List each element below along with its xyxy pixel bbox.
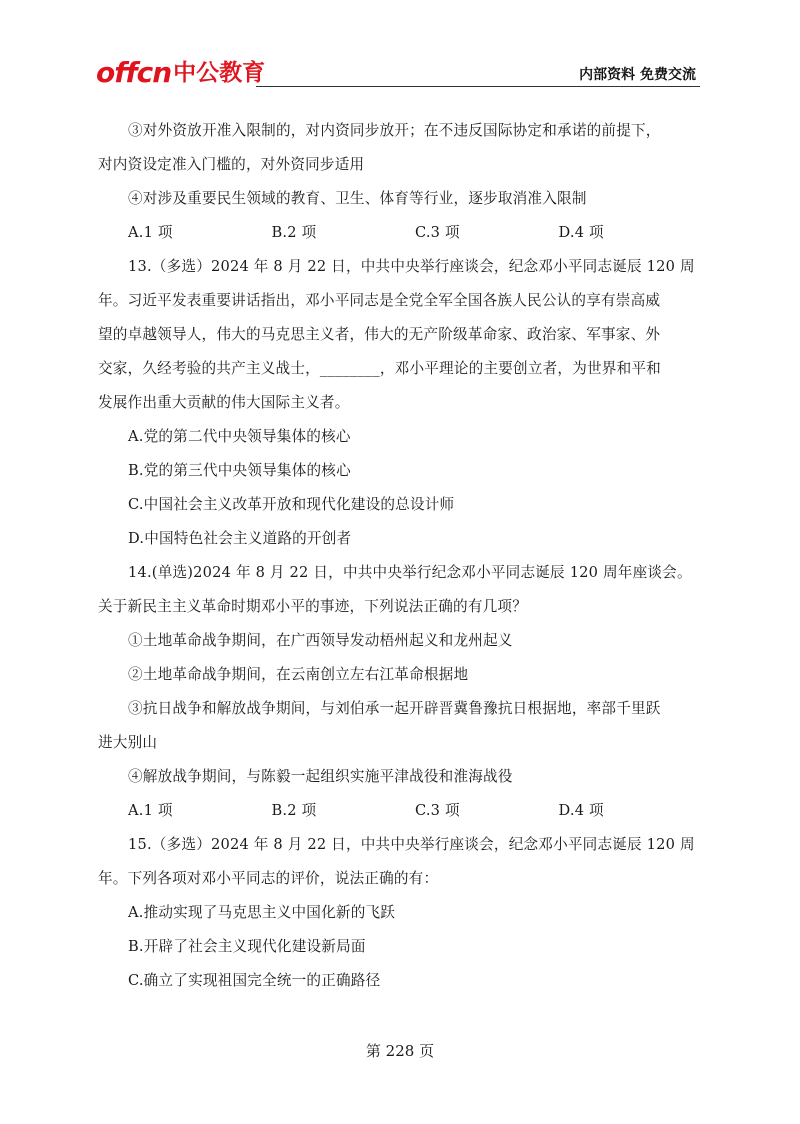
text-line: ②土地革命战争期间，在云南创立左右江革命根据地 bbox=[128, 666, 469, 683]
answer-option: D.4 项 bbox=[558, 224, 604, 241]
text-line: 对内资设定准入门槛的，对外资同步适用 bbox=[98, 156, 365, 173]
logo-chinese-text: 中公教育 bbox=[173, 60, 266, 86]
text-line: C.确立了实现祖国完全统一的正确路径 bbox=[128, 972, 381, 989]
text-line: 进大别山 bbox=[98, 734, 158, 751]
header-rule bbox=[256, 86, 700, 87]
page-number: 第 228 页 bbox=[365, 1042, 435, 1060]
page-header bbox=[96, 56, 700, 90]
text-line: B.党的第三代中央领导集体的核心 bbox=[128, 462, 351, 479]
answer-option: A.1 项 bbox=[128, 802, 173, 819]
text-line: 交家，久经考验的共产主义战士，________，邓小平理论的主要创立者，为世界和平和 bbox=[98, 360, 661, 377]
text-line: 13.（多选）2024 年 8 月 22 日，中共中央举行座谈会，纪念邓小平同志诞辰 120 周 bbox=[128, 258, 695, 275]
answer-option: C.3 项 bbox=[415, 802, 460, 819]
text-line: 15.（多选）2024 年 8 月 22 日，中共中央举行座谈会，纪念邓小平同志诞辰 120 周 bbox=[128, 836, 695, 853]
text-line: A.党的第二代中央领导集体的核心 bbox=[128, 428, 351, 445]
answer-options-row bbox=[98, 216, 702, 250]
offcn-logo bbox=[96, 56, 265, 88]
text-line: D.中国特色社会主义道路的开创者 bbox=[128, 530, 352, 547]
text-line: ④对涉及重要民生领域的教育、卫生、体育等行业，逐步取消准入限制 bbox=[128, 190, 587, 207]
answer-option: B.2 项 bbox=[271, 224, 317, 241]
document-body bbox=[98, 114, 702, 998]
text-line: B.开辟了社会主义现代化建设新局面 bbox=[128, 938, 366, 955]
text-line: ③抗日战争和解放战争期间，与刘伯承一起开辟晋冀鲁豫抗日根据地，率部千里跃 bbox=[128, 700, 661, 717]
text-line: A.推动实现了马克思主义中国化新的飞跃 bbox=[128, 904, 396, 921]
text-line: 望的卓越领导人，伟大的马克思主义者，伟大的无产阶级革命家、政治家、军事家、外 bbox=[98, 326, 661, 343]
answer-option: A.1 项 bbox=[128, 224, 173, 241]
text-line: ④解放战争期间，与陈毅一起组织实施平津战役和淮海战役 bbox=[128, 768, 513, 785]
answer-options-row bbox=[98, 794, 702, 828]
text-line: 发展作出重大贡献的伟大国际主义者。 bbox=[98, 394, 350, 411]
answer-option: C.3 项 bbox=[415, 224, 460, 241]
text-line: ①土地革命战争期间，在广西领导发动梧州起义和龙州起义 bbox=[128, 632, 513, 649]
text-line: 年。习近平发表重要讲话指出，邓小平同志是全党全军全国各族人民公认的享有崇高威 bbox=[98, 292, 661, 309]
answer-option: D.4 项 bbox=[558, 802, 604, 819]
text-line: 关于新民主主义革命时期邓小平的事迹，下列说法正确的有几项？ bbox=[98, 598, 528, 615]
text-line: 14.(单选)2024 年 8 月 22 日，中共中央举行纪念邓小平同志诞辰 120 周年座谈会。 bbox=[128, 564, 692, 581]
logo-latin-text: offcn bbox=[96, 56, 172, 89]
text-line: 年。下列各项对邓小平同志的评价，说法正确的有： bbox=[98, 870, 439, 887]
header-tagline: 内部资料 免费交流 bbox=[579, 67, 696, 83]
answer-option: B.2 项 bbox=[271, 802, 317, 819]
text-line: ③对外资放开准入限制的，对内资同步放开；在不违反国际协定和承诺的前提下， bbox=[128, 122, 661, 139]
text-line: C.中国社会主义改革开放和现代化建设的总设计师 bbox=[128, 496, 455, 513]
